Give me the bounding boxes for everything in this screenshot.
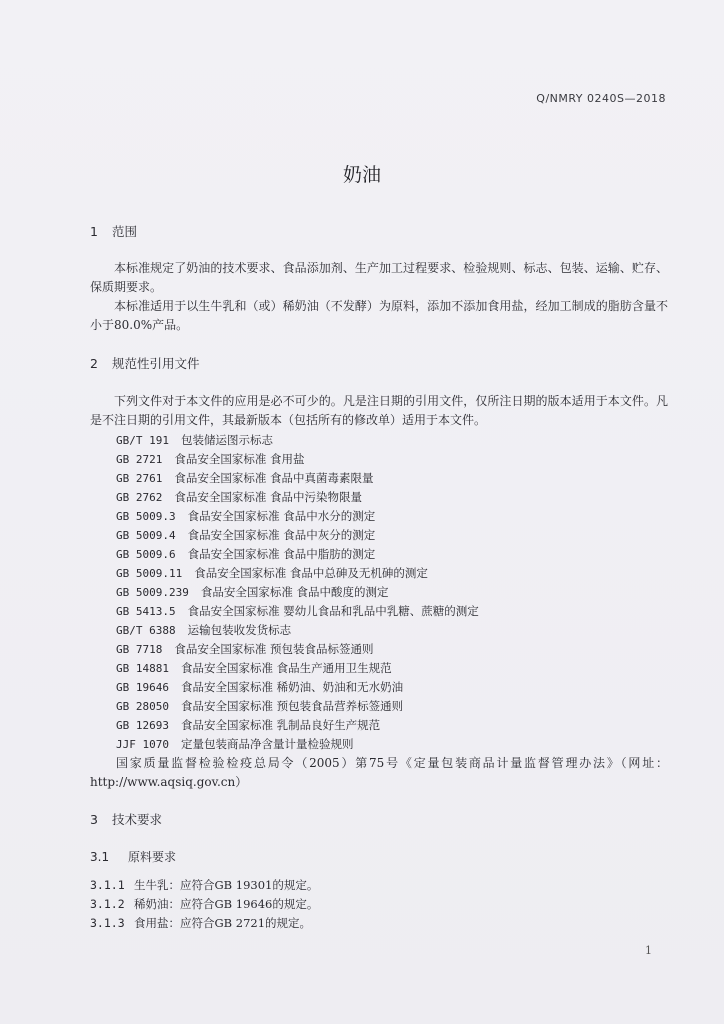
reference-item: GB 2762 食品安全国家标准 食品中污染物限量 <box>116 490 363 504</box>
page-number: 1 <box>645 944 652 957</box>
reference-item: GB 5009.239 食品安全国家标准 食品中酸度的测定 <box>116 585 389 599</box>
section-2-heading <box>90 354 200 372</box>
reference-list <box>116 431 479 754</box>
reference-item: GB 28050 食品安全国家标准 预包装食品营养标签通则 <box>116 699 404 713</box>
subsection-number: 3.1 <box>90 850 110 864</box>
section-3-heading <box>90 810 162 828</box>
reference-item: GB 5009.6 食品安全国家标准 食品中脂肪的测定 <box>116 547 376 561</box>
reference-item: GB 5009.4 食品安全国家标准 食品中灰分的测定 <box>116 528 376 542</box>
reference-item: GB 5009.11 食品安全国家标准 食品中总砷及无机砷的测定 <box>116 566 428 580</box>
subsection-title: 原料要求 <box>128 850 177 864</box>
section-number: 2 <box>90 356 98 371</box>
reference-item: GB 19646 食品安全国家标准 稀奶油、奶油和无水奶油 <box>116 680 404 694</box>
clause-item: 3.1.1 生牛乳：应符合GB 19301的规定。 <box>90 878 319 892</box>
standard-code: Q/NMRY 0240S—2018 <box>536 92 666 105</box>
reference-item: GB 2761 食品安全国家标准 食品中真菌毒素限量 <box>116 471 374 485</box>
scope-paragraph-1: 本标准规定了奶油的技术要求、食品添加剂、生产加工过程要求、检验规则、标志、包装、运输、贮存、保质期要求。 <box>90 261 668 294</box>
section-title: 技术要求 <box>112 812 163 827</box>
section-title: 规范性引用文件 <box>112 356 200 371</box>
subsection-3-1-heading <box>90 848 176 865</box>
normative-intro: 下列文件对于本文件的应用是必不可少的。凡是注日期的引用文件，仅所注日期的版本适用于本文件。凡是不注日期的引用文件，其最新版本（包括所有的修改单）适用于本文件。 <box>90 394 668 427</box>
section-1-heading <box>90 222 137 240</box>
section-number: 3 <box>90 812 98 827</box>
reference-item: GB/T 191 包装储运图示标志 <box>116 433 273 447</box>
clause-item: 3.1.3 食用盐：应符合GB 2721的规定。 <box>90 916 312 930</box>
section-number: 1 <box>90 224 98 239</box>
clause-item: 3.1.2 稀奶油：应符合GB 19646的规定。 <box>90 897 319 911</box>
reference-item: JJF 1070 定量包装商品净含量计量检验规则 <box>116 737 354 751</box>
document-title: 奶油 <box>342 164 381 186</box>
scope-paragraph-2: 本标准适用于以生牛乳和（或）稀奶油（不发酵）为原料，添加不添加食用盐，经加工制成的脂肪含量不小于80.0%产品。 <box>90 299 668 332</box>
reference-item: GB 12693 食品安全国家标准 乳制品良好生产规范 <box>116 718 381 732</box>
regulation-reference: 国家质量监督检验检疫总局令（2005）第75号《定量包装商品计量监督管理办法》（网址：http://www.aqsiq.gov.cn） <box>90 756 668 789</box>
reference-item: GB 14881 食品安全国家标准 食品生产通用卫生规范 <box>116 661 392 675</box>
reference-item: GB 7718 食品安全国家标准 预包装食品标签通则 <box>116 642 374 656</box>
reference-item: GB/T 6388 运输包装收发货标志 <box>116 623 292 637</box>
section-title: 范围 <box>112 224 138 239</box>
reference-item: GB 5413.5 食品安全国家标准 婴幼儿食品和乳品中乳糖、蔗糖的测定 <box>116 604 479 618</box>
reference-item: GB 2721 食品安全国家标准 食用盐 <box>116 452 305 466</box>
reference-item: GB 5009.3 食品安全国家标准 食品中水分的测定 <box>116 509 376 523</box>
